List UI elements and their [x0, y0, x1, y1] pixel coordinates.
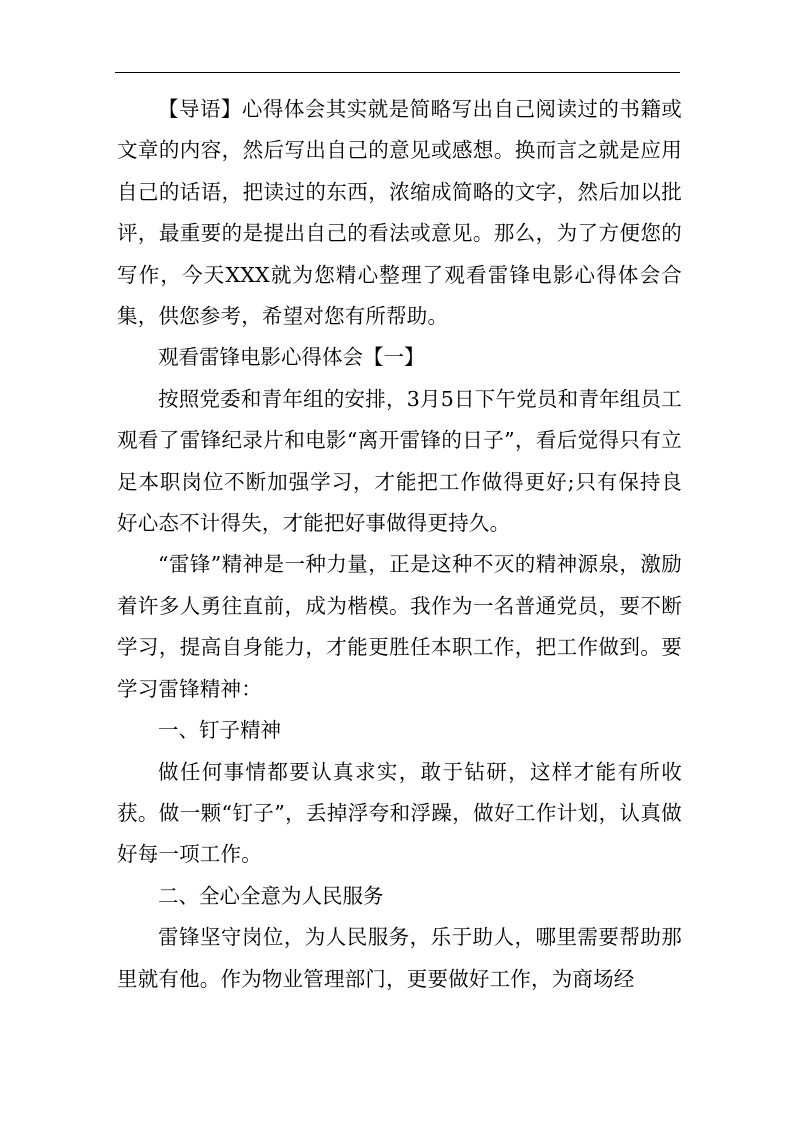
point-1-body: 做任何事情都要认真求实，敢于钻研，这样才能有所收获。做一颗“钉子”，丢掉浮夸和浮躁，做好工作计划，认真做好每一项工作。	[117, 759, 682, 867]
paragraph-2: “雷锋”精神是一种力量，正是这种不灭的精神源泉，激励着许多人勇往直前，成为楷模。我作为一名普通党员，要不断学习，提高自身能力，才能更胜任本职工作，把工作做到。要学习雷锋精神：	[117, 552, 682, 701]
document-body	[117, 89, 682, 1000]
point-2-title: 二、全心全意为人民服务	[158, 883, 384, 908]
section-title: 观看雷锋电影心得体会【一】	[158, 345, 425, 370]
header-rule	[115, 72, 680, 73]
point-1-title: 一、钉子精神	[158, 718, 281, 743]
paragraph-1: 按照党委和青年组的安排，3月5日下午党员和青年组员工观看了雷锋纪录片和电影“离开雷锋的日子”，看后觉得只有立足本职岗位不断加强学习，才能把工作做得更好;只有保持良好心态不计得失，才能把好事做得更持久。	[117, 386, 682, 536]
intro-paragraph: 【导语】心得体会其实就是简略写出自己阅读过的书籍或文章的内容，然后写出自己的意见或感想。换而言之就是应用自己的话语，把读过的东西，浓缩成简略的文字，然后加以批评，最重要的是提出自己的看法或意见。那么，为了方便您的写作，今天XXX就为您精心整理了观看雷锋电影心得体会合集，供您参考，希望对您有所帮助。	[117, 97, 682, 329]
point-2-body: 雷锋坚守岗位，为人民服务，乐于助人，哪里需要帮助那里就有他。作为物业管理部门，更要做好工作，为商场经	[117, 925, 682, 991]
